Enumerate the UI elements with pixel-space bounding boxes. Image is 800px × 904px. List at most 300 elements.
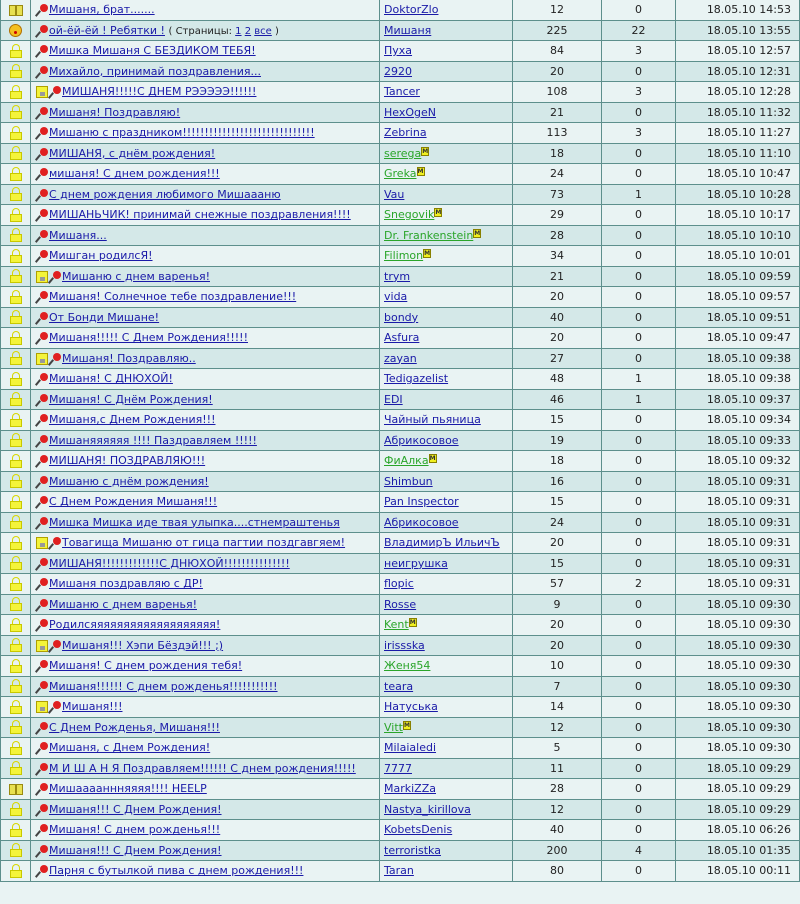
status-cell bbox=[1, 0, 31, 20]
last-post-date: 18.05.10 10:28 bbox=[676, 184, 800, 205]
new-posts-icon[interactable] bbox=[36, 640, 48, 652]
last-post-date: 18.05.10 09:30 bbox=[676, 717, 800, 738]
status-cell bbox=[1, 840, 31, 861]
new-posts-icon[interactable] bbox=[36, 537, 48, 549]
pushpin-icon bbox=[36, 373, 48, 385]
author-link[interactable]: bondy bbox=[384, 310, 419, 324]
status-cell bbox=[1, 410, 31, 431]
status-cell bbox=[1, 41, 31, 62]
last-post-date: 18.05.10 06:26 bbox=[676, 820, 800, 841]
status-cell bbox=[1, 471, 31, 492]
pushpin-icon bbox=[36, 189, 48, 201]
pushpin-icon bbox=[49, 701, 61, 713]
author-cell bbox=[380, 820, 513, 841]
views-count: 0 bbox=[602, 656, 676, 677]
moderator-badge-icon: M bbox=[429, 455, 436, 463]
status-cell bbox=[1, 512, 31, 533]
views-count: 2 bbox=[602, 574, 676, 595]
replies-count: 12 bbox=[513, 717, 602, 738]
last-post-date: 18.05.10 09:30 bbox=[676, 594, 800, 615]
pushpin-icon bbox=[36, 209, 48, 221]
topic-row bbox=[1, 492, 800, 513]
topic-link[interactable]: Мишаня! С днем рождения тебя! bbox=[49, 659, 243, 673]
open-book-icon bbox=[9, 5, 23, 16]
title-cell bbox=[31, 0, 380, 20]
status-cell bbox=[1, 82, 31, 103]
topic-link[interactable]: С Днем Рожденья, Мишаня!!! bbox=[49, 720, 220, 734]
last-post-date: 18.05.10 11:10 bbox=[676, 143, 800, 164]
topic-link[interactable]: Мишаня!!! bbox=[62, 700, 123, 714]
topic-link[interactable]: Мишка Мишаня С БЕЗДИКОМ ТЕБЯ! bbox=[49, 44, 256, 58]
views-count: 0 bbox=[602, 266, 676, 287]
author-link[interactable]: 7777 bbox=[384, 761, 412, 775]
replies-count: 20 bbox=[513, 635, 602, 656]
locked-topic-icon bbox=[10, 249, 22, 263]
author-cell bbox=[380, 553, 513, 574]
moderator-badge-icon: M bbox=[435, 209, 442, 217]
topic-link[interactable]: мишаня! С днем рождения!!! bbox=[49, 167, 220, 181]
views-count: 0 bbox=[602, 492, 676, 513]
author-cell bbox=[380, 410, 513, 431]
status-cell bbox=[1, 266, 31, 287]
topic-link[interactable]: Мишаня! С днем рожденья!!! bbox=[49, 823, 221, 837]
topic-link[interactable]: ой-ёй-ёй ! Ребятки ! bbox=[49, 23, 165, 37]
author-link[interactable]: KobetsDenis bbox=[384, 823, 453, 837]
author-link[interactable]: serega bbox=[384, 146, 422, 160]
replies-count: 18 bbox=[513, 451, 602, 472]
title-cell bbox=[31, 328, 380, 349]
topic-link[interactable]: Мишган родилсЯ! bbox=[49, 249, 153, 263]
replies-count: 108 bbox=[513, 82, 602, 103]
last-post-date: 18.05.10 09:37 bbox=[676, 389, 800, 410]
views-count: 0 bbox=[602, 861, 676, 882]
status-cell bbox=[1, 594, 31, 615]
pushpin-icon bbox=[36, 578, 48, 590]
title-cell bbox=[31, 143, 380, 164]
last-post-date: 18.05.10 10:10 bbox=[676, 225, 800, 246]
locked-topic-icon bbox=[10, 864, 22, 878]
author-link[interactable]: zayan bbox=[384, 351, 417, 365]
topic-link[interactable]: Мишаню с днем варенья! bbox=[62, 269, 210, 283]
author-link[interactable]: Milaialedi bbox=[384, 741, 437, 755]
views-count: 0 bbox=[602, 143, 676, 164]
moderator-badge-icon: M bbox=[409, 619, 416, 627]
topic-link[interactable]: Михайло, принимай поздравления... bbox=[49, 64, 261, 78]
replies-count: 34 bbox=[513, 246, 602, 267]
replies-count: 46 bbox=[513, 389, 602, 410]
author-link[interactable]: teara bbox=[384, 679, 414, 693]
author-link[interactable]: flopic bbox=[384, 577, 414, 591]
views-count: 0 bbox=[602, 820, 676, 841]
author-link[interactable]: Tancer bbox=[384, 85, 420, 99]
topic-row bbox=[1, 246, 800, 267]
topic-link[interactable]: Мишаняяяяяя !!!! Паздравляем !!!!! bbox=[49, 433, 257, 447]
status-cell bbox=[1, 738, 31, 759]
author-link[interactable]: Taran bbox=[384, 864, 414, 878]
views-count: 0 bbox=[602, 205, 676, 226]
topic-row bbox=[1, 143, 800, 164]
last-post-date: 18.05.10 09:47 bbox=[676, 328, 800, 349]
replies-count: 200 bbox=[513, 840, 602, 861]
author-link[interactable]: неигрушка bbox=[384, 556, 448, 570]
topic-row bbox=[1, 861, 800, 882]
author-cell bbox=[380, 184, 513, 205]
topic-link[interactable]: Родилсяяяяяяяяяяяяяяяяяяя! bbox=[49, 618, 221, 632]
locked-topic-icon bbox=[10, 802, 22, 816]
author-link[interactable]: 2920 bbox=[384, 64, 412, 78]
title-cell bbox=[31, 553, 380, 574]
topic-link[interactable]: Мишка Мишка иде твая улыпка....стнемраштенья bbox=[49, 515, 340, 529]
topic-link[interactable]: Мишаня! С Днём Рождения! bbox=[49, 392, 213, 406]
author-link[interactable]: Женя54 bbox=[384, 659, 431, 673]
views-count: 0 bbox=[602, 102, 676, 123]
title-cell bbox=[31, 758, 380, 779]
topic-link[interactable]: Мишааааннняяяя!!!! HEELP bbox=[49, 782, 207, 796]
topic-link[interactable]: МИШАНЯ!!!!!!!!!!!!!С ДНЮХОЙ!!!!!!!!!!!!!!! bbox=[49, 556, 290, 570]
views-count: 0 bbox=[602, 307, 676, 328]
title-cell bbox=[31, 184, 380, 205]
topic-link[interactable]: МИШАНЬЧИК! принимай снежные поздравления!!!! bbox=[49, 208, 351, 222]
topic-row bbox=[1, 41, 800, 62]
author-link[interactable]: HexOgeN bbox=[384, 105, 436, 119]
topic-link[interactable]: Мишаня! Поздравляю.. bbox=[62, 351, 196, 365]
topic-row bbox=[1, 533, 800, 554]
title-cell bbox=[31, 471, 380, 492]
topic-row bbox=[1, 840, 800, 861]
replies-count: 113 bbox=[513, 123, 602, 144]
views-count: 0 bbox=[602, 512, 676, 533]
status-cell bbox=[1, 820, 31, 841]
locked-topic-icon bbox=[10, 167, 22, 181]
status-cell bbox=[1, 164, 31, 185]
replies-count: 28 bbox=[513, 779, 602, 800]
replies-count: 19 bbox=[513, 430, 602, 451]
topic-link[interactable]: Мишаня,с Днем Рождения!!! bbox=[49, 413, 216, 427]
pushpin-icon bbox=[36, 824, 48, 836]
locked-topic-icon bbox=[10, 85, 22, 99]
topic-link[interactable]: Мишаня! Солнечное тебе поздравление!!! bbox=[49, 290, 297, 304]
replies-count: 12 bbox=[513, 0, 602, 20]
pushpin-icon bbox=[36, 127, 48, 139]
replies-count: 12 bbox=[513, 799, 602, 820]
author-link[interactable]: Абрикосовое bbox=[384, 433, 459, 447]
views-count: 22 bbox=[602, 20, 676, 41]
status-cell bbox=[1, 328, 31, 349]
views-count: 3 bbox=[602, 123, 676, 144]
pushpin-icon bbox=[36, 619, 48, 631]
replies-count: 20 bbox=[513, 328, 602, 349]
last-post-date: 18.05.10 09:31 bbox=[676, 492, 800, 513]
author-cell bbox=[380, 102, 513, 123]
replies-count: 80 bbox=[513, 861, 602, 882]
title-cell bbox=[31, 738, 380, 759]
title-cell bbox=[31, 840, 380, 861]
views-count: 0 bbox=[602, 348, 676, 369]
author-link[interactable]: Vitt bbox=[384, 720, 403, 734]
replies-count: 20 bbox=[513, 61, 602, 82]
replies-count: 28 bbox=[513, 225, 602, 246]
author-link[interactable]: Dr. Frankenstein bbox=[384, 228, 474, 242]
topic-link[interactable]: Товагища Мишаню от гица пагтии поздгавгяем! bbox=[62, 536, 346, 550]
title-cell bbox=[31, 533, 380, 554]
title-cell bbox=[31, 41, 380, 62]
title-cell bbox=[31, 697, 380, 718]
pushpin-icon bbox=[36, 763, 48, 775]
status-cell bbox=[1, 184, 31, 205]
pushpin-icon bbox=[36, 865, 48, 877]
last-post-date: 18.05.10 00:11 bbox=[676, 861, 800, 882]
status-cell bbox=[1, 758, 31, 779]
author-cell bbox=[380, 779, 513, 800]
author-link[interactable]: Натуська bbox=[384, 700, 438, 714]
author-link[interactable]: Tedigazelist bbox=[384, 372, 449, 386]
author-cell bbox=[380, 287, 513, 308]
author-link[interactable]: Snegovik bbox=[384, 208, 435, 222]
author-link[interactable]: EDI bbox=[384, 392, 403, 406]
new-posts-icon[interactable] bbox=[36, 271, 48, 283]
author-link[interactable]: Чайный пьяница bbox=[384, 413, 481, 427]
new-posts-icon[interactable] bbox=[36, 353, 48, 365]
views-count: 1 bbox=[602, 369, 676, 390]
status-cell bbox=[1, 779, 31, 800]
title-cell bbox=[31, 676, 380, 697]
status-cell bbox=[1, 287, 31, 308]
last-post-date: 18.05.10 09:51 bbox=[676, 307, 800, 328]
replies-count: 21 bbox=[513, 102, 602, 123]
topic-link[interactable]: С днем рождения любимого Мишаааню bbox=[49, 187, 281, 201]
replies-count: 5 bbox=[513, 738, 602, 759]
replies-count: 7 bbox=[513, 676, 602, 697]
topic-row bbox=[1, 697, 800, 718]
locked-topic-icon bbox=[10, 228, 22, 242]
replies-count: 40 bbox=[513, 307, 602, 328]
page-link-all[interactable]: все bbox=[254, 25, 272, 37]
last-post-date: 18.05.10 10:01 bbox=[676, 246, 800, 267]
author-link[interactable]: vida bbox=[384, 290, 408, 304]
author-link[interactable]: Vau bbox=[384, 187, 405, 201]
author-link[interactable]: Pan Inspector bbox=[384, 495, 459, 509]
title-cell bbox=[31, 717, 380, 738]
topic-link[interactable]: МИШАНЯ!!!!!С ДНЕМ РЭЭЭЭЭ!!!!!! bbox=[62, 85, 257, 99]
author-link[interactable]: terroristka bbox=[384, 843, 441, 857]
topic-link[interactable]: Парня с бутылкой пива с днем рождения!!! bbox=[49, 864, 304, 878]
last-post-date: 18.05.10 09:31 bbox=[676, 512, 800, 533]
author-cell bbox=[380, 533, 513, 554]
topic-link[interactable]: Мишаня поздравляю с ДР! bbox=[49, 577, 203, 591]
topic-link[interactable]: Мишаня! С ДНЮХОЙ! bbox=[49, 372, 173, 386]
author-cell bbox=[380, 389, 513, 410]
pages-nav: ( Страницы: 1 2 все ) bbox=[168, 25, 279, 37]
views-count: 0 bbox=[602, 758, 676, 779]
pushpin-icon bbox=[36, 414, 48, 426]
topic-link[interactable]: МИШАНЯ, с днём рождения! bbox=[49, 146, 216, 160]
topic-link[interactable]: Мишаня!!! С Днем Рождения! bbox=[49, 802, 222, 816]
views-count: 0 bbox=[602, 164, 676, 185]
pushpin-icon bbox=[36, 722, 48, 734]
views-count: 0 bbox=[602, 553, 676, 574]
views-count: 0 bbox=[602, 533, 676, 554]
topic-link[interactable]: Мишаня!!!!!! С днем рожденья!!!!!!!!!!! bbox=[49, 679, 278, 693]
title-cell bbox=[31, 430, 380, 451]
pushpin-icon bbox=[36, 250, 48, 262]
topic-link[interactable]: Мишаня!!!!! С Днем Рождения!!!!! bbox=[49, 331, 248, 345]
topic-row bbox=[1, 758, 800, 779]
title-cell bbox=[31, 779, 380, 800]
topic-row bbox=[1, 82, 800, 103]
locked-topic-icon bbox=[10, 495, 22, 509]
last-post-date: 18.05.10 11:32 bbox=[676, 102, 800, 123]
locked-topic-icon bbox=[10, 700, 22, 714]
locked-topic-icon bbox=[10, 843, 22, 857]
author-link[interactable]: Asfura bbox=[384, 331, 420, 345]
topic-link[interactable]: Мишаню с днем варенья! bbox=[49, 597, 197, 611]
title-cell bbox=[31, 574, 380, 595]
last-post-date: 18.05.10 14:53 bbox=[676, 0, 800, 20]
topic-row bbox=[1, 574, 800, 595]
pushpin-icon bbox=[36, 148, 48, 160]
author-link[interactable]: MarkiZZa bbox=[384, 782, 436, 796]
views-count: 0 bbox=[602, 779, 676, 800]
last-post-date: 18.05.10 12:31 bbox=[676, 61, 800, 82]
author-link[interactable]: Kent bbox=[384, 618, 409, 632]
last-post-date: 18.05.10 09:59 bbox=[676, 266, 800, 287]
author-link[interactable]: DoktorZlo bbox=[384, 3, 439, 17]
moderator-badge-icon: M bbox=[403, 721, 410, 729]
author-link[interactable]: Rosse bbox=[384, 597, 417, 611]
title-cell bbox=[31, 123, 380, 144]
locked-topic-icon bbox=[10, 741, 22, 755]
locked-topic-icon bbox=[10, 208, 22, 222]
last-post-date: 18.05.10 12:28 bbox=[676, 82, 800, 103]
topic-link[interactable]: Мишаня, с Днем Рождения! bbox=[49, 741, 211, 755]
page-link-2[interactable]: 2 bbox=[244, 25, 252, 37]
author-cell bbox=[380, 246, 513, 267]
author-link[interactable]: Filimon bbox=[384, 249, 424, 263]
views-count: 0 bbox=[602, 61, 676, 82]
open-book-icon bbox=[9, 784, 23, 795]
author-link[interactable]: ФиАлка bbox=[384, 454, 429, 468]
pushpin-icon bbox=[49, 640, 61, 652]
topic-row bbox=[1, 820, 800, 841]
topic-row bbox=[1, 430, 800, 451]
title-cell bbox=[31, 492, 380, 513]
topic-link[interactable]: Мишаня... bbox=[49, 228, 107, 242]
locked-topic-icon bbox=[10, 577, 22, 591]
locked-topic-icon bbox=[10, 433, 22, 447]
locked-topic-icon bbox=[10, 536, 22, 550]
moderator-badge-icon: M bbox=[424, 250, 431, 258]
topic-link[interactable]: С Днем Рождения Мишаня!!! bbox=[49, 495, 218, 509]
author-link[interactable]: Мишаня bbox=[384, 23, 432, 37]
last-post-date: 18.05.10 13:55 bbox=[676, 20, 800, 41]
topic-row bbox=[1, 61, 800, 82]
locked-topic-icon bbox=[10, 392, 22, 406]
pushpin-icon bbox=[36, 558, 48, 570]
status-cell bbox=[1, 123, 31, 144]
author-cell bbox=[380, 205, 513, 226]
locked-topic-icon bbox=[10, 290, 22, 304]
author-link[interactable]: Абрикосовое bbox=[384, 515, 459, 529]
status-cell bbox=[1, 799, 31, 820]
author-cell bbox=[380, 861, 513, 882]
title-cell bbox=[31, 61, 380, 82]
replies-count: 20 bbox=[513, 615, 602, 636]
last-post-date: 18.05.10 09:30 bbox=[676, 738, 800, 759]
last-post-date: 18.05.10 09:31 bbox=[676, 471, 800, 492]
topic-row bbox=[1, 225, 800, 246]
author-cell bbox=[380, 61, 513, 82]
replies-count: 20 bbox=[513, 287, 602, 308]
new-posts-icon[interactable] bbox=[36, 701, 48, 713]
page-link-1[interactable]: 1 bbox=[235, 25, 242, 37]
topic-link[interactable]: Мишаня!!! Хэпи Бёздэй!!! ;) bbox=[62, 638, 224, 652]
replies-count: 29 bbox=[513, 205, 602, 226]
title-cell bbox=[31, 656, 380, 677]
views-count: 1 bbox=[602, 184, 676, 205]
topic-row bbox=[1, 676, 800, 697]
author-cell bbox=[380, 635, 513, 656]
author-link[interactable]: ВладимирЪ ИльичЪ bbox=[384, 536, 500, 550]
author-cell bbox=[380, 348, 513, 369]
topic-link[interactable]: Мишаню с днём рождения! bbox=[49, 474, 209, 488]
author-cell bbox=[380, 574, 513, 595]
author-cell bbox=[380, 82, 513, 103]
author-link[interactable]: Greka bbox=[384, 167, 417, 181]
author-cell bbox=[380, 307, 513, 328]
author-cell bbox=[380, 369, 513, 390]
topic-link[interactable]: Мишаня, брат....... bbox=[49, 3, 155, 17]
topic-link[interactable]: Мишаню с праздником!!!!!!!!!!!!!!!!!!!!!!!!!!!!!! bbox=[49, 126, 315, 140]
author-cell bbox=[380, 492, 513, 513]
topic-link[interactable]: Мишаня!!! С Днем Рождения! bbox=[49, 843, 222, 857]
status-cell bbox=[1, 246, 31, 267]
topic-row bbox=[1, 266, 800, 287]
author-cell bbox=[380, 717, 513, 738]
author-link[interactable]: Пуха bbox=[384, 44, 413, 58]
title-cell bbox=[31, 205, 380, 226]
author-link[interactable]: Nastya_kirillova bbox=[384, 802, 471, 816]
author-cell bbox=[380, 164, 513, 185]
topic-row bbox=[1, 779, 800, 800]
topic-link[interactable]: Мишаня! Поздравляю! bbox=[49, 105, 181, 119]
topic-link[interactable]: М И Ш А Н Я Поздравляем!!!!!! С днем рождения!!!!! bbox=[49, 761, 356, 775]
last-post-date: 18.05.10 09:30 bbox=[676, 676, 800, 697]
topic-link[interactable]: МИШАНЯ! ПОЗДРАВЛЯЮ!!! bbox=[49, 454, 206, 468]
last-post-date: 18.05.10 09:31 bbox=[676, 533, 800, 554]
locked-topic-icon bbox=[10, 515, 22, 529]
title-cell bbox=[31, 287, 380, 308]
views-count: 0 bbox=[602, 225, 676, 246]
title-cell bbox=[31, 246, 380, 267]
topic-row bbox=[1, 164, 800, 185]
author-link[interactable]: irissska bbox=[384, 638, 425, 652]
topic-link[interactable]: От Бонди Мишане! bbox=[49, 310, 160, 324]
last-post-date: 18.05.10 09:30 bbox=[676, 656, 800, 677]
locked-topic-icon bbox=[10, 454, 22, 468]
locked-topic-icon bbox=[10, 310, 22, 324]
author-cell bbox=[380, 20, 513, 41]
status-cell bbox=[1, 102, 31, 123]
author-link[interactable]: trym bbox=[384, 269, 411, 283]
pushpin-icon bbox=[36, 45, 48, 57]
status-cell bbox=[1, 533, 31, 554]
pushpin-icon bbox=[36, 599, 48, 611]
new-posts-icon[interactable] bbox=[36, 86, 48, 98]
last-post-date: 18.05.10 09:30 bbox=[676, 697, 800, 718]
author-link[interactable]: Shimbun bbox=[384, 474, 433, 488]
locked-topic-icon bbox=[10, 146, 22, 160]
author-link[interactable]: Zebrina bbox=[384, 126, 427, 140]
